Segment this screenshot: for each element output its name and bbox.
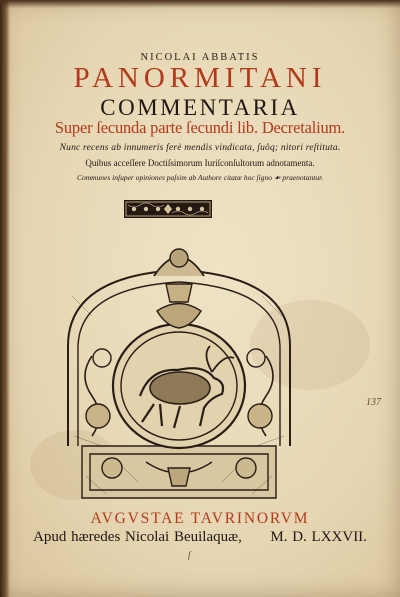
imprint-line (0, 529, 400, 546)
handwritten-margin-note: 137 (366, 397, 381, 408)
opinions-note: Communes inſuper opiniones paſsim ab Authore citatæ hoc ſigno ☙ praenotantur. (76, 173, 324, 182)
printers-device-woodcut (62, 236, 296, 504)
ornament-band (124, 200, 212, 218)
additions-note: Quibus acceſſere Doctiſsimorum Iuriſconſultorum adnotamenta. (85, 158, 315, 168)
work-title: COMMENTARIA (100, 95, 300, 120)
top-edge (0, 0, 400, 8)
subtitle: Super ſecunda parte ſecundi lib. Decretalium. (54, 118, 346, 137)
author-name: PANORMITANI (73, 62, 327, 94)
handwritten-mark: ſ (188, 550, 191, 560)
author-line: NICOLAI ABBATIS (140, 52, 260, 63)
edition-note: Nunc recens ab innumeris ferè mendis vindicata, ſuôq; nitori reſtituta. (59, 143, 341, 153)
imprint-year: M. D. LXXVII. (270, 529, 367, 545)
imprint-publisher: Apud hæredes Nicolai Beuilaquæ, (33, 529, 242, 545)
imprint-place: AVGVSTAE TAVRINORVM (90, 510, 310, 527)
